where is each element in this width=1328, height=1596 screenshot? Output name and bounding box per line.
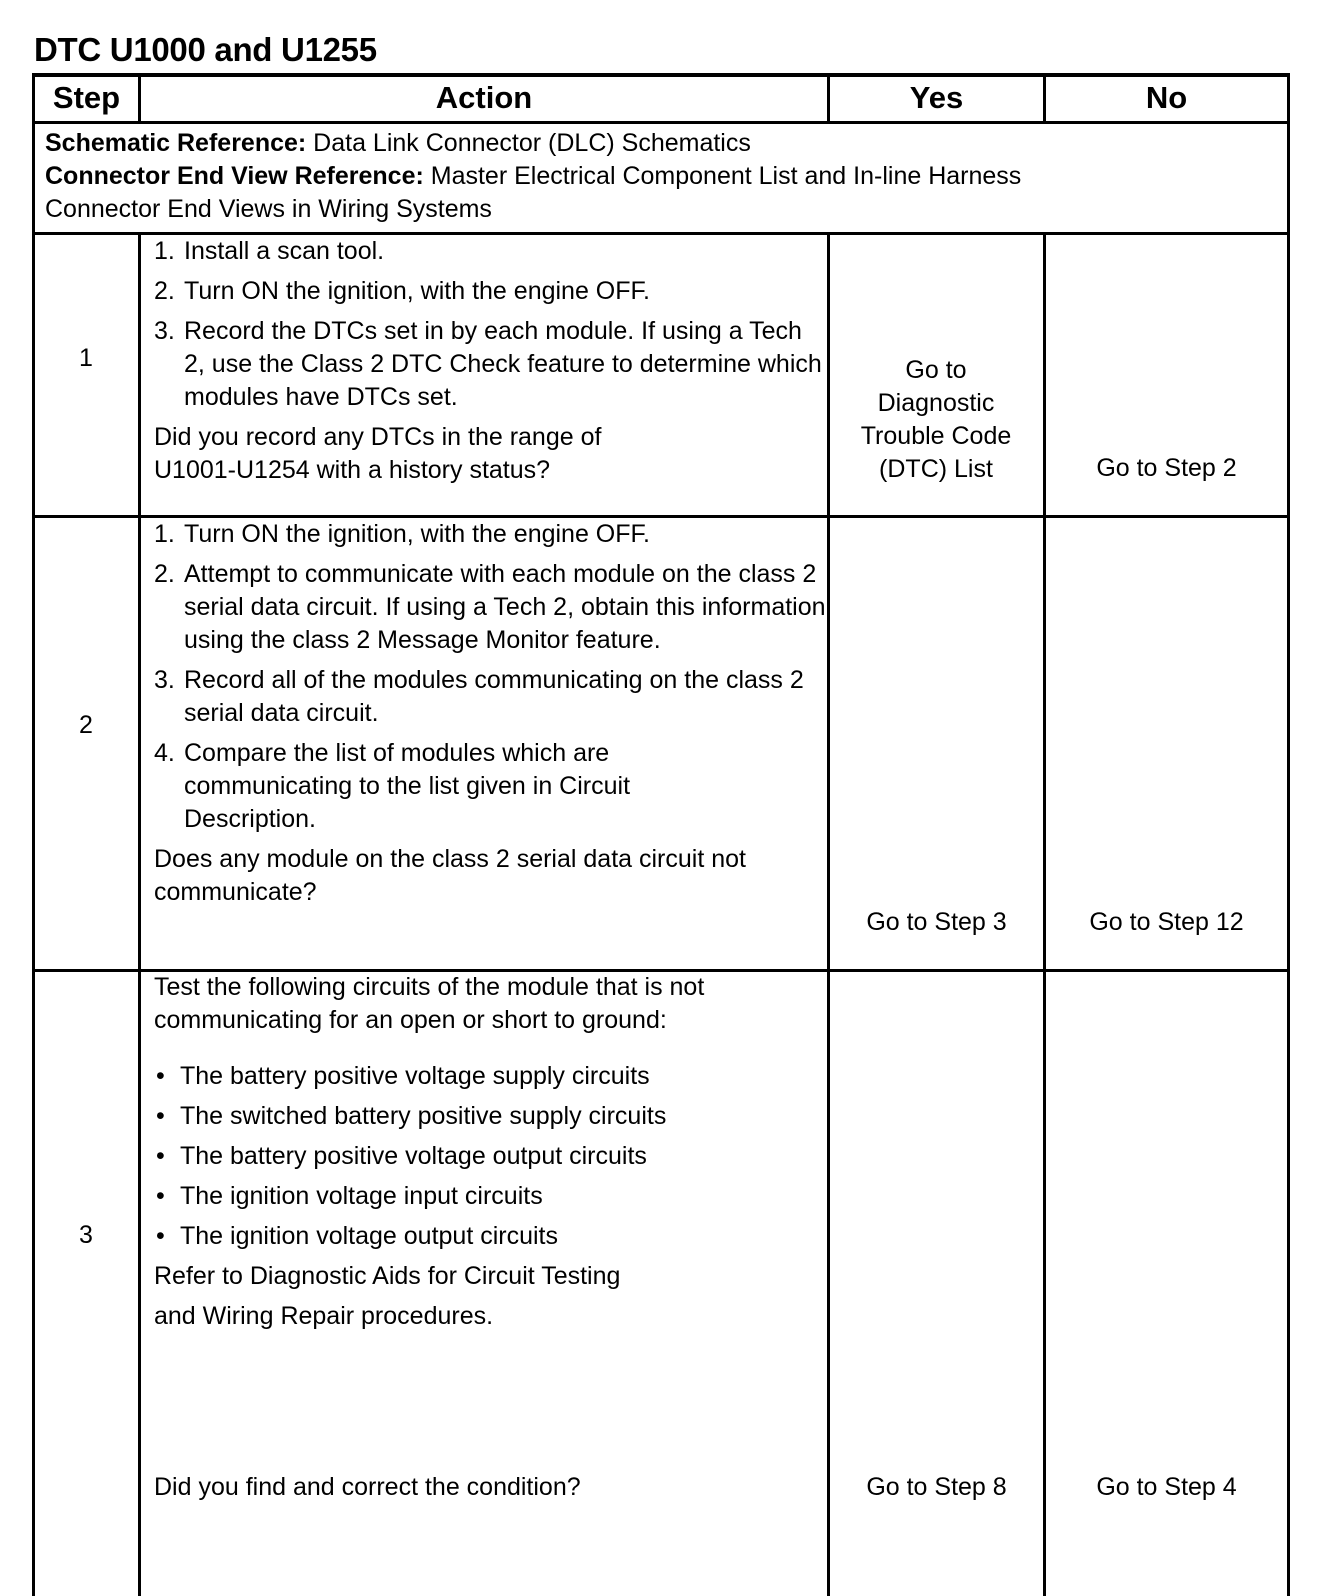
step-3-intro: Test the following circuits of the module that is not communicating for an open or short to ground: [154,973,705,1034]
connector-reference-text: Master Electrical Component List and In-line Harness [423,162,1022,190]
bullet-icon: • [156,1142,165,1170]
diagnostic-table [32,73,1290,1596]
item-text: Record the DTCs set in by each module. If using a Tech 2, use the Class 2 DTC Check feature to determine which modules have DTCs set. [184,317,822,411]
schematic-reference-label: Schematic Reference: [45,129,307,157]
item-number: 2. [154,277,175,305]
item-number: 3. [154,317,175,345]
bullet-icon: • [156,1102,165,1130]
item-text: Install a scan tool. [184,237,385,265]
item-text: Compare the list of modules which are communicating to the list given in Circuit Description. [184,739,631,833]
step-3-refer-line-2: and Wiring Repair procedures. [154,1302,494,1330]
step-2-question: Does any module on the class 2 serial data circuit not communicate? [154,845,746,906]
item-number: 4. [154,739,175,767]
bullet-text: The battery positive voltage supply circuits [180,1062,650,1090]
bullet-text: The ignition voltage input circuits [180,1182,543,1210]
step-3-question: Did you find and correct the condition? [154,1473,581,1501]
step-2-action [154,518,834,909]
step-3-action [154,971,834,1333]
item-text: Record all of the modules communicating on the class 2 serial data circuit. [184,666,804,727]
table-right-border [1287,73,1290,1596]
connector-reference [45,160,1275,193]
step-2-number: 2 [79,711,93,739]
header-step: Step [52,80,121,115]
step-1-question: Did you record any DTCs in the range of U1001-U1254 with a history status? [154,423,602,484]
step-3-bullet [154,1060,834,1093]
step-1-item [154,235,834,268]
step-2-item [154,518,834,551]
schematic-reference-text: Data Link Connector (DLC) Schematics [306,129,751,157]
connector-reference-continued: Connector End Views in Wiring Systems [45,195,492,223]
step-3-number: 3 [79,1221,93,1249]
step-1-number: 1 [79,344,93,372]
step-2-yes-result: Go to Step 3 [866,908,1007,936]
step-3-bullet [154,1140,834,1173]
step-1-action [154,235,834,487]
bullet-icon: • [156,1222,165,1250]
schematic-reference [45,127,1275,160]
table-top-border [32,73,1290,77]
step-3-no-result: Go to Step 4 [1096,1473,1237,1501]
item-text: Turn ON the ignition, with the engine OFF. [184,277,650,305]
item-number: 1. [154,520,175,548]
step-1-yes-result: Go to Diagnostic Trouble Code (DTC) List [860,356,1012,483]
table-left-border [32,73,35,1596]
step-1-item [154,275,834,308]
header-no: No [1145,80,1188,115]
bullet-text: The ignition voltage output circuits [180,1222,558,1250]
step-3-bullet [154,1100,834,1133]
reference-row [45,127,1275,226]
step-2-item [154,558,839,657]
step-3-bullet [154,1220,834,1253]
step-2-no-result: Go to Step 12 [1089,908,1244,936]
step-3-yes-result: Go to Step 8 [866,1473,1007,1501]
bullet-icon: • [156,1062,165,1090]
item-text: Turn ON the ignition, with the engine OFF. [184,520,650,548]
column-divider-step-action-body [138,232,141,1596]
step-2-item [154,737,744,836]
bullet-text: The battery positive voltage output circuits [180,1142,647,1170]
connector-reference-label: Connector End View Reference: [45,162,424,190]
item-number: 2. [154,560,175,588]
step-3-refer-line-1: Refer to Diagnostic Aids for Circuit Testing [154,1262,621,1290]
step-3-bullet [154,1180,834,1213]
header-action: Action [435,80,533,115]
item-text: Attempt to communicate with each module on the class 2 serial data circuit. If using a Tech 2, obtain this information using the class 2 Message Monitor feature. [184,560,826,654]
step-1-item [154,315,824,414]
step-1-no-result: Go to Step 2 [1096,454,1237,482]
step-2-item [154,664,824,730]
bullet-text: The switched battery positive supply circuits [180,1102,667,1130]
item-number: 1. [154,237,175,265]
header-bottom-border [32,121,1290,124]
header-yes: Yes [909,80,964,115]
item-number: 3. [154,666,175,694]
bullet-icon: • [156,1182,165,1210]
page-title: DTC U1000 and U1255 [34,31,377,68]
